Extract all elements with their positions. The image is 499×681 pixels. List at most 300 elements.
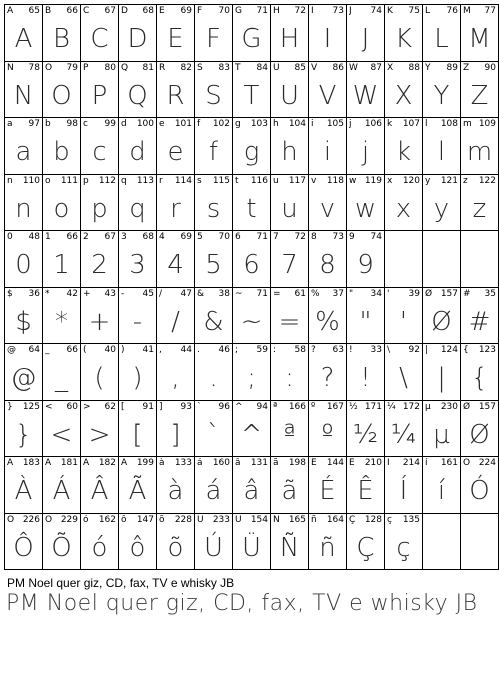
- glyph-cell: [233, 457, 271, 514]
- glyph-cell-label: [121, 458, 154, 470]
- glyph-cell: [195, 61, 233, 118]
- glyph-cell-label: [425, 402, 458, 414]
- character-code: 101: [174, 119, 192, 129]
- glyph-preview: ,: [171, 363, 180, 394]
- glyph-cell-label: [197, 515, 230, 527]
- glyph-cell-label: [83, 515, 116, 527]
- glyph-preview: Ñ: [279, 532, 300, 563]
- character-label: q: [121, 175, 127, 186]
- glyph-cell: [119, 118, 157, 175]
- character-code: 71: [256, 6, 268, 16]
- glyph-preview: e: [167, 137, 184, 168]
- character-code: 90: [484, 62, 496, 73]
- glyph-preview: q: [129, 193, 146, 224]
- glyph-preview: ~: [240, 306, 263, 337]
- character-code: 70: [218, 6, 230, 16]
- character-code: 74: [370, 232, 382, 242]
- character-label: G: [235, 6, 242, 16]
- character-label: b: [45, 119, 51, 129]
- sample-text-label: PM Noel quer giz, CD, fax, TV e whisky JB: [7, 576, 235, 590]
- glyph-cell: [347, 457, 385, 514]
- glyph-cell: [157, 231, 195, 288]
- glyph-cell-label: [463, 289, 496, 301]
- character-label: Á: [45, 458, 52, 468]
- glyph-cell: [195, 287, 233, 344]
- glyph-cell: [385, 400, 423, 457]
- character-code: 88: [408, 62, 420, 73]
- glyph-preview: 7: [281, 250, 298, 281]
- glyph-cell: [423, 287, 461, 344]
- character-label: Q: [121, 62, 129, 73]
- glyph-cell: [81, 231, 119, 288]
- glyph-cell-label: [197, 458, 230, 470]
- sample-text-rendered: PM Noel quer giz, CD, fax, TV e whisky JB: [6, 591, 478, 616]
- character-code: 33: [370, 345, 382, 355]
- glyph-preview: s: [206, 193, 221, 224]
- glyph-cell: [309, 174, 347, 231]
- glyph-preview: b: [53, 137, 70, 168]
- character-code: 113: [136, 175, 154, 186]
- character-code: 75: [408, 6, 420, 16]
- character-code: 83: [218, 62, 230, 73]
- character-label: j: [349, 119, 352, 129]
- character-label: `: [197, 401, 202, 412]
- glyph-cell: [81, 513, 119, 570]
- character-label: ç: [387, 514, 392, 525]
- character-label: á: [197, 458, 203, 468]
- glyph-cell: [233, 118, 271, 175]
- character-code: 161: [440, 458, 458, 468]
- character-code: 198: [288, 458, 306, 468]
- glyph-cell: [347, 400, 385, 457]
- glyph-preview: }: [15, 419, 32, 450]
- glyph-cell-label: [463, 176, 496, 188]
- glyph-cell: [43, 287, 81, 344]
- glyph-cell: [233, 287, 271, 344]
- character-code: 85: [294, 62, 306, 73]
- character-label: <: [45, 401, 53, 412]
- character-code: 210: [364, 458, 382, 468]
- glyph-cell-label: [349, 176, 382, 188]
- glyph-cell: [271, 344, 309, 401]
- glyph-cell-label: [235, 345, 268, 357]
- character-label: T: [235, 62, 241, 73]
- glyph-cell: [423, 118, 461, 175]
- character-code: 99: [104, 119, 116, 129]
- character-label: 9: [349, 232, 355, 242]
- glyph-cell-label: [83, 458, 116, 470]
- glyph-preview: C: [90, 24, 109, 55]
- glyph-preview: ô: [129, 532, 146, 563]
- glyph-preview: ª: [283, 419, 296, 450]
- glyph-cell-label: [45, 402, 78, 414]
- glyph-preview: A: [14, 24, 33, 55]
- character-code: 81: [142, 62, 154, 73]
- character-label: â: [235, 458, 241, 468]
- glyph-cell: [119, 400, 157, 457]
- glyph-cell: [309, 287, 347, 344]
- glyph-preview: S: [205, 80, 222, 111]
- glyph-cell: [423, 344, 461, 401]
- glyph-cell-label: [83, 289, 116, 301]
- glyph-preview: Â: [90, 476, 109, 507]
- character-code: 76: [446, 6, 458, 16]
- glyph-cell: [385, 513, 423, 570]
- glyph-cell-label: [463, 458, 496, 470]
- glyph-cell: [157, 5, 195, 62]
- glyph-preview: G: [241, 24, 262, 55]
- glyph-cell: [271, 513, 309, 570]
- character-label: p: [83, 175, 89, 186]
- glyph-cell: [119, 513, 157, 570]
- character-label: L: [425, 6, 431, 16]
- glyph-preview: D: [127, 24, 148, 55]
- glyph-cell: [385, 61, 423, 118]
- character-code: 154: [250, 514, 268, 525]
- glyph-preview: n: [15, 193, 32, 224]
- glyph-cell-label: [121, 119, 154, 131]
- glyph-cell-label: [349, 402, 382, 414]
- character-code: 107: [402, 119, 420, 129]
- character-label: ': [387, 288, 390, 299]
- character-label: i: [311, 119, 314, 129]
- character-code: 34: [370, 288, 382, 299]
- character-label: -: [121, 288, 125, 299]
- glyph-cell: [347, 5, 385, 62]
- grid-row: [5, 5, 499, 62]
- glyph-cell: [461, 457, 499, 514]
- glyph-cell: [347, 287, 385, 344]
- glyph-cell-label: [311, 176, 344, 188]
- glyph-preview: d: [129, 137, 146, 168]
- character-label: Y: [425, 62, 431, 73]
- glyph-cell-label: [45, 345, 78, 357]
- character-label: l: [425, 119, 428, 129]
- character-label: F: [197, 6, 203, 16]
- glyph-preview: H: [279, 24, 300, 55]
- glyph-cell-label: [425, 345, 458, 357]
- glyph-cell-label: [235, 458, 268, 470]
- glyph-preview: ç: [396, 532, 411, 563]
- glyph-cell: [43, 231, 81, 288]
- glyph-cell-label: [235, 6, 268, 18]
- glyph-cell: [5, 457, 43, 514]
- character-code: 135: [402, 514, 420, 525]
- glyph-preview: w: [354, 193, 377, 224]
- glyph-cell: [43, 344, 81, 401]
- character-label: B: [45, 6, 52, 16]
- glyph-cell-label: [121, 232, 154, 244]
- glyph-cell: [347, 61, 385, 118]
- character-code: 117: [288, 175, 306, 186]
- character-code: 102: [212, 119, 230, 129]
- glyph-preview: 9: [357, 250, 374, 281]
- glyph-cell: [195, 400, 233, 457]
- glyph-cell: [119, 174, 157, 231]
- glyph-cell: [347, 513, 385, 570]
- glyph-preview: Í: [399, 476, 408, 507]
- glyph-cell-label: [7, 63, 40, 75]
- glyph-cell: [309, 344, 347, 401]
- character-label: h: [273, 119, 279, 129]
- character-map-table: [4, 4, 499, 570]
- glyph-preview: Ø: [469, 419, 490, 450]
- glyph-preview: c: [92, 137, 107, 168]
- glyph-preview: .: [209, 363, 218, 394]
- glyph-cell: [271, 5, 309, 62]
- glyph-cell-label: [7, 289, 40, 301]
- glyph-preview: à: [167, 476, 184, 507]
- glyph-preview: ': [399, 306, 408, 337]
- glyph-cell: [43, 400, 81, 457]
- glyph-preview: Q: [127, 80, 148, 111]
- glyph-cell-label: [45, 458, 78, 470]
- character-code: 72: [294, 232, 306, 242]
- character-label: :: [273, 345, 277, 355]
- character-label: O: [45, 62, 53, 73]
- glyph-cell-label: [45, 232, 78, 244]
- glyph-preview: 2: [91, 250, 108, 281]
- glyph-cell: [195, 231, 233, 288]
- character-code: 38: [218, 288, 230, 299]
- character-label: 7: [273, 232, 279, 242]
- glyph-preview: O: [51, 80, 72, 111]
- glyph-cell-label: [311, 232, 344, 244]
- glyph-preview: j: [361, 137, 370, 168]
- character-code: 166: [288, 401, 306, 412]
- character-code: 229: [60, 514, 78, 525]
- glyph-cell: [119, 5, 157, 62]
- empty-cell: [385, 231, 423, 288]
- glyph-preview: ¼: [390, 419, 417, 450]
- character-label: P: [83, 62, 89, 73]
- glyph-cell-label: [7, 232, 40, 244]
- grid-row: [5, 457, 499, 514]
- character-code: 77: [484, 6, 496, 16]
- character-code: 69: [180, 232, 192, 242]
- glyph-preview: 3: [129, 250, 146, 281]
- glyph-cell-label: [159, 402, 192, 414]
- glyph-cell-label: [45, 176, 78, 188]
- character-label: }: [7, 401, 13, 412]
- glyph-cell: [81, 457, 119, 514]
- glyph-cell-label: [387, 345, 420, 357]
- glyph-cell-label: [349, 232, 382, 244]
- character-label: 6: [235, 232, 241, 242]
- character-code: 157: [440, 288, 458, 299]
- character-label: Ó: [463, 458, 471, 468]
- character-label: W: [349, 62, 358, 73]
- character-label: N: [7, 62, 14, 73]
- glyph-preview: (: [94, 363, 105, 394]
- character-label: í: [425, 458, 428, 468]
- glyph-preview: Ã: [128, 476, 147, 507]
- glyph-cell-label: [7, 345, 40, 357]
- glyph-cell: [81, 287, 119, 344]
- glyph-cell: [195, 5, 233, 62]
- character-label: E: [159, 6, 165, 16]
- glyph-cell: [233, 174, 271, 231]
- glyph-cell-label: [197, 345, 230, 357]
- character-label: ã: [273, 458, 279, 468]
- glyph-cell-label: [83, 345, 116, 357]
- glyph-cell: [347, 174, 385, 231]
- glyph-cell: [385, 287, 423, 344]
- glyph-cell-label: [387, 515, 420, 527]
- character-code: 116: [250, 175, 268, 186]
- glyph-preview: Ó: [469, 476, 490, 507]
- character-label: U: [273, 62, 280, 73]
- glyph-cell-label: [311, 458, 344, 470]
- character-label: ): [121, 345, 125, 355]
- glyph-cell-label: [273, 289, 306, 301]
- glyph-cell-label: [349, 458, 382, 470]
- glyph-cell: [5, 174, 43, 231]
- character-label: y: [425, 175, 431, 186]
- glyph-preview: V: [318, 80, 337, 111]
- character-label: ª: [273, 401, 278, 412]
- character-label: K: [387, 6, 393, 16]
- glyph-preview: *: [55, 306, 68, 337]
- character-label: Í: [387, 458, 390, 468]
- character-code: 94: [256, 401, 268, 412]
- glyph-preview: À: [14, 476, 33, 507]
- glyph-preview: =: [278, 306, 301, 337]
- character-code: 110: [22, 175, 40, 186]
- glyph-cell-label: [45, 6, 78, 18]
- glyph-cell: [81, 5, 119, 62]
- glyph-cell-label: [45, 289, 78, 301]
- character-code: 104: [288, 119, 306, 129]
- empty-cell: [461, 513, 499, 570]
- glyph-cell: [347, 118, 385, 175]
- glyph-cell: [347, 344, 385, 401]
- character-label: 8: [311, 232, 317, 242]
- character-label: d: [121, 119, 127, 129]
- character-label: ?: [311, 345, 316, 355]
- glyph-cell: [309, 513, 347, 570]
- glyph-cell-label: [349, 289, 382, 301]
- glyph-cell: [5, 5, 43, 62]
- character-label: ]: [159, 401, 163, 412]
- character-label: *: [45, 288, 50, 299]
- glyph-cell: [309, 400, 347, 457]
- glyph-preview: Ô: [13, 532, 34, 563]
- glyph-preview: |: [437, 363, 446, 394]
- character-code: 73: [332, 232, 344, 242]
- character-code: 97: [28, 119, 40, 129]
- glyph-cell: [233, 5, 271, 62]
- glyph-cell: [81, 61, 119, 118]
- glyph-cell-label: [7, 6, 40, 18]
- glyph-cell: [461, 5, 499, 62]
- glyph-cell-label: [235, 63, 268, 75]
- glyph-cell: [309, 457, 347, 514]
- glyph-cell: [385, 344, 423, 401]
- glyph-cell-label: [311, 289, 344, 301]
- glyph-cell-label: [273, 176, 306, 188]
- glyph-cell: [385, 118, 423, 175]
- character-label: a: [7, 119, 13, 129]
- glyph-cell-label: [311, 345, 344, 357]
- character-label: Õ: [45, 514, 53, 525]
- glyph-cell: [461, 61, 499, 118]
- glyph-preview: `: [207, 419, 220, 450]
- character-label: c: [83, 119, 88, 129]
- glyph-cell-label: [273, 458, 306, 470]
- glyph-cell: [233, 344, 271, 401]
- character-code: 36: [28, 288, 40, 299]
- glyph-preview: Ú: [203, 532, 224, 563]
- glyph-cell: [43, 457, 81, 514]
- glyph-cell: [423, 400, 461, 457]
- character-label: Ú: [197, 514, 204, 525]
- glyph-cell-label: [121, 402, 154, 414]
- glyph-cell: [461, 118, 499, 175]
- glyph-cell-label: [83, 232, 116, 244]
- glyph-cell: [195, 513, 233, 570]
- character-code: 147: [136, 514, 154, 525]
- character-code: 167: [326, 401, 344, 412]
- glyph-cell-label: [311, 6, 344, 18]
- glyph-preview: h: [281, 137, 298, 168]
- glyph-preview: u: [281, 193, 298, 224]
- glyph-cell: [309, 5, 347, 62]
- glyph-cell-label: [311, 515, 344, 527]
- glyph-cell-label: [159, 119, 192, 131]
- glyph-cell-label: [349, 345, 382, 357]
- glyph-cell: [5, 400, 43, 457]
- character-label: Ç: [349, 514, 356, 525]
- character-label: A: [7, 6, 14, 16]
- glyph-cell: [195, 344, 233, 401]
- character-code: 87: [370, 62, 382, 73]
- character-code: 37: [332, 288, 344, 299]
- character-code: 119: [364, 175, 382, 186]
- glyph-cell-label: [121, 176, 154, 188]
- glyph-cell-label: [83, 176, 116, 188]
- glyph-preview: $: [15, 306, 32, 337]
- character-label: I: [311, 6, 314, 16]
- glyph-cell: [271, 457, 309, 514]
- glyph-cell: [157, 344, 195, 401]
- glyph-preview: W: [352, 80, 379, 111]
- glyph-preview: 0: [15, 250, 32, 281]
- glyph-preview: Y: [433, 80, 450, 111]
- glyph-cell-label: [197, 402, 230, 414]
- glyph-preview: ^: [240, 419, 263, 450]
- character-code: 65: [28, 6, 40, 16]
- character-code: 133: [174, 458, 192, 468]
- character-label: k: [387, 119, 393, 129]
- glyph-preview: õ: [167, 532, 184, 563]
- glyph-preview: z: [472, 193, 487, 224]
- glyph-cell: [119, 231, 157, 288]
- character-code: 67: [104, 232, 116, 242]
- character-code: 84: [256, 62, 268, 73]
- character-label: m: [463, 119, 472, 129]
- glyph-cell-label: [83, 402, 116, 414]
- character-label: n: [7, 175, 13, 186]
- character-label: µ: [425, 401, 431, 412]
- character-label: ^: [235, 401, 243, 412]
- glyph-preview: -: [132, 306, 143, 337]
- character-label: $: [7, 288, 13, 299]
- glyph-cell-label: [121, 289, 154, 301]
- character-code: 66: [66, 232, 78, 242]
- glyph-cell-label: [349, 63, 382, 75]
- character-label: X: [387, 62, 394, 73]
